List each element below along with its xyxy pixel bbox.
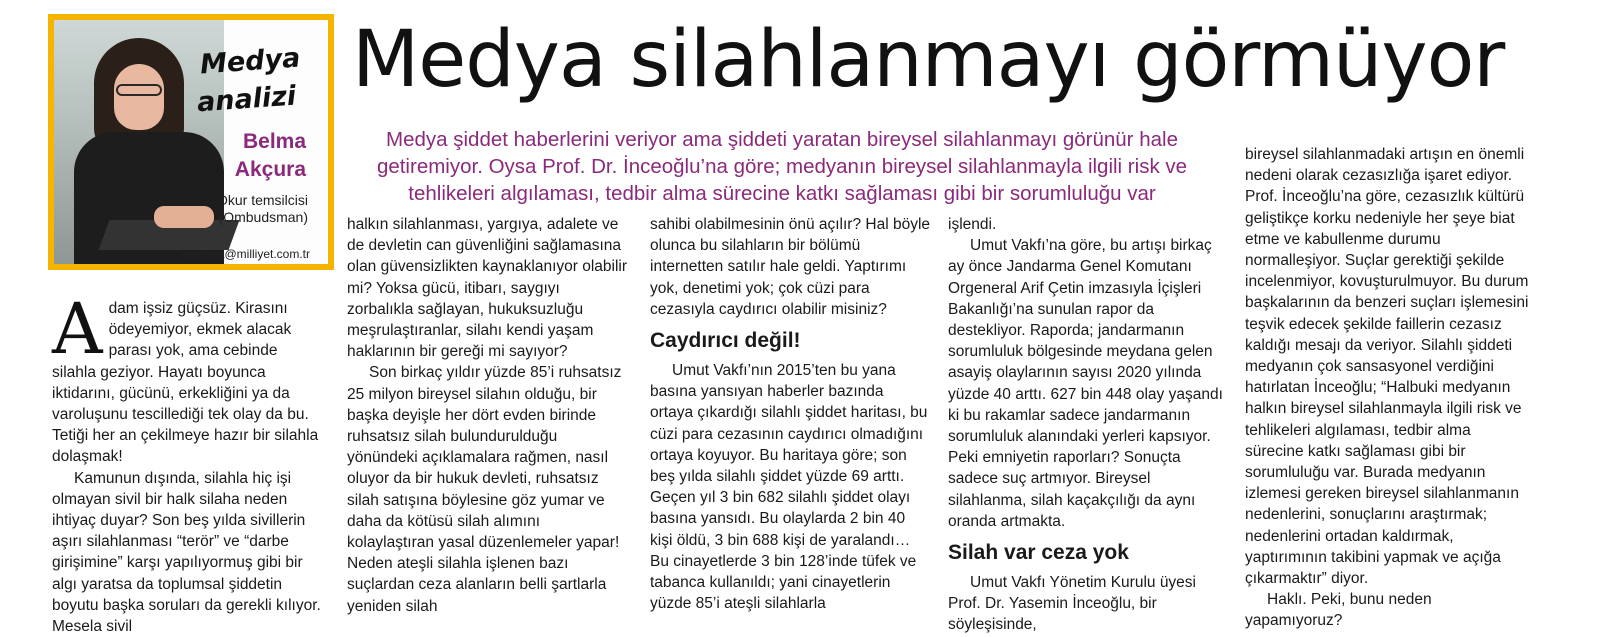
paragraph: sahibi olabilmesinin önü açılır? Hal böyle olunca bu silahların bir bölümü internetten satılır hale geldi. Yaptırımı yok, denetimi yok; çok cüzi para cezasıyla caydırıcı olabilir misiniz? [650, 216, 931, 318]
author-role-line2: (Ombudsman) [218, 209, 308, 225]
photo-glasses [116, 84, 162, 96]
article-column-5 [1245, 144, 1530, 632]
columnist-photo [54, 20, 224, 264]
paragraph: işlendi. [948, 216, 997, 233]
subheading: Silah var ceza yok [948, 541, 1129, 565]
paragraph: Umut Vakfı Yönetim Kurulu üyesi Prof. Dr. Yasemin İnceoğlu, bir söyleşisinde, [948, 574, 1196, 634]
article-column-3 [650, 214, 930, 614]
paragraph: bireysel silahlanmadaki artışın en önemli nedeni olarak cezasızlığa işaret ediyor. Prof. İnceoğlu’na göre, cezasızlık kültürü geliştikçe korku nedeniyle her şeye biat etme ve kabullenme durumu normalleşiyor. Suçlar gerektiği şekilde incelenmiyor, kovuşturulmuyor. Bu durum başkalarının da benzeri suçları işlemesini teşvik edecek şekilde faillerin cezasız kaldığı mesajı da veriyor. Silahlı şiddeti medyanın çok sansasyonel verdiğini hatırlatan İnceoğlu; “Halbuki medyanın halkın bireysel silahlanmayla ilgili risk ve tehlikeleri algılaması, tedbir alma sürecine katkı sağlaması gibi bir sorumluluğu var. Burada medyanın izlemesi gereken bireysel silahlanmanın nedenlerini, sonuçlarını araştırmak; nedenlerini ortadan kaldırmak, yaptırımının takibini yapmak ve açığa çıkarmaktır” diyor. [1245, 146, 1529, 588]
drop-cap: A [52, 288, 103, 370]
columnist-box [48, 14, 334, 270]
paragraph: halkın silahlanması, yargıya, adalete ve de devletin can güvenliğini sağlamasına olan güvensizlikten kaynaklanıyor olabilir mi? Yoksa gücü, itibarı, saygıyı zorbalıkla sağlayan, hukuksuzluğu meşrulaştıranlar, silahı kendi yaşam haklarının bir gereği mi sayıyor? [347, 216, 628, 361]
photo-hands [154, 206, 214, 228]
subheading: Caydırıcı değil! [650, 329, 801, 353]
author-first-name: Belma [242, 130, 306, 153]
paragraph: Kamunun dışında, silahla hiç işi olmayan sivil bir halk silaha neden ihtiyaç duyar? Son beş yılda sivillerin aşırı silahlanması “terör” ve “darbe girişimine” karşı yapılıyormuş gibi bir algı yaratsa da toplumsal şiddetin boyutu başka soruları da gerekli kılıyor. Mesela sivil [52, 469, 321, 636]
paragraph-text: dam işsiz güçsüz. Kirasını ödeyemiyor, ekmek alacak parası yok, ama cebinde silahla geziyor. Hayatı boyunca iktidarını, gücünü, erkekliğini ya da varoluşunu tescillediği tek olay da bu. Tetiği her an çekilmeye hazır bir silahla dolaşmak! [52, 300, 319, 466]
paragraph: Son birkaç yıldır yüzde 85’i ruhsatsız 25 milyon bireysel silahın olduğu, bir başka deyişle her dört evden birinde ruhsatsız silah bulundurulduğu yönündeki açıklamalara rağmen, nasıl oluyor da bir hukuk devleti, ruhsatsız silah satışına böylesine göz yumar ve daha da kötüsü silah alımını kolaylaştıran yasal düzenlemeler yapar! Neden ateşli silahla işlenen bazı suçlardan ceza alanların belli şartlarla yeniden silah [347, 364, 622, 615]
author-last-name: Akçura [234, 158, 306, 181]
author-role-line1: Okur temsilcisi [216, 192, 308, 208]
paragraph: Haklı. Peki, bunu neden yapamıyoruz? [1245, 591, 1432, 630]
article-column-2 [347, 214, 629, 617]
author-email[interactable]: bakcura@milliyet.com.tr [181, 247, 310, 261]
article-column-1 [52, 288, 324, 637]
paragraph [52, 288, 324, 468]
article-column-4 [948, 214, 1226, 636]
column-label-line2: analizi [195, 80, 297, 119]
photo-face [114, 64, 164, 130]
spot-text: Medya şiddet haberlerini veriyor ama şiddeti yaratan bireysel silahlanmayı görünür hale getiremiyor. Oysa Prof. Dr. İnceoğlu’na göre; medyanın bireysel silahlanmayla ilgili risk ve tehlikeleri algılaması, tedbir alma sürecine katkı sağlaması gibi bir sorumluluğu var [376, 128, 1188, 205]
paragraph: Umut Vakfı’nın 2015’ten bu yana basına yansıyan haberler bazında ortaya çıkardığı silahlı şiddet haritası, bu cüzi para cezasının caydırıcı olmadığını ortaya koyuyor. Bu haritaya göre; son beş yılda silahlı şiddet yüzde 69 arttı. Geçen yıl 3 bin 682 silahlı şiddet olayı basına yansıdı. Bu olaylarda 2 bin 40 kişi öldü, 3 bin 688 kişi de yaralandı… Bu cinayetlerde 3 bin 128’inde tüfek ve tabanca kullanıldı; yani cinayetlerin yüzde 85’i ateşli silahlarla [650, 362, 928, 613]
column-label-line1: Medya [198, 42, 301, 81]
paragraph: Umut Vakfı’na göre, bu artışı birkaç ay önce Jandarma Genel Komutanı Orgeneral Arif Çetin imzasıyla İçişleri Bakanlığı’na sunulan rapor da destekliyor. Raporda; jandarmanın sorumluluk bölgesinde meydana gelen asayiş olaylarının sayısı 2020 yılında yüzde 40 arttı. 627 bin 448 olay yaşandı ki bu rakamlar sadece jandarmanın sorumluluk alanındaki yerleri kapsıyor. Peki emniyetin raporları? Sonuçta sadece suç artmıyor. Bireysel silahlanma, silah kaçakçılığı da aynı oranda artmakta. [948, 237, 1223, 530]
headline: Medya silahlanmayı görmüyor [352, 15, 1505, 105]
